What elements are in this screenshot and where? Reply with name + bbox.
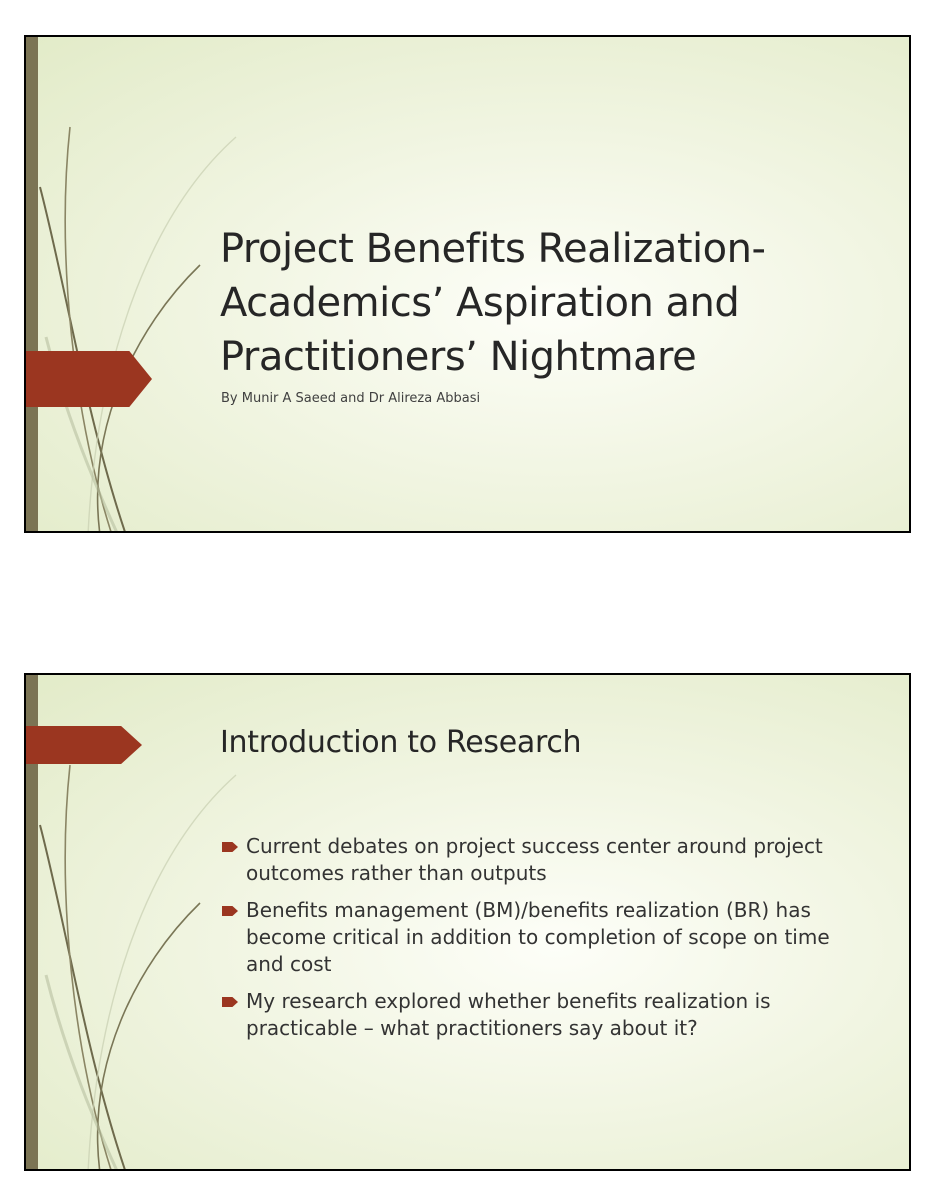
arrow-tag-icon xyxy=(26,351,152,407)
slide-heading: Introduction to Research xyxy=(220,725,582,760)
bullet-list xyxy=(220,833,870,1052)
bullet-text: My research explored whether benefits realization is practicable – what practitioners say about it? xyxy=(246,989,771,1040)
bullet-item xyxy=(220,833,870,887)
arrow-bullet-icon xyxy=(222,906,238,916)
arrow-bullet-icon xyxy=(222,842,238,852)
title-slide-heading xyxy=(220,222,890,384)
title-line-3: Practitioners’ Nightmare xyxy=(220,334,697,380)
bullet-text: Current debates on project success center around project outcomes rather than outputs xyxy=(246,834,823,885)
title-line-1: Project Benefits Realization- xyxy=(220,226,766,272)
arrow-bullet-icon xyxy=(222,997,238,1007)
slide-1 xyxy=(24,35,911,533)
bullet-text: Benefits management (BM)/benefits realization (BR) has become critical in addition to completion of scope on time and cost xyxy=(246,898,830,976)
authors-subtitle: By Munir A Saeed and Dr Alireza Abbasi xyxy=(221,391,481,406)
arrow-tag-icon xyxy=(26,726,142,764)
title-line-2: Academics’ Aspiration and xyxy=(220,280,740,326)
bullet-item xyxy=(220,988,870,1042)
bullet-item xyxy=(220,897,870,978)
slide-2 xyxy=(24,673,911,1171)
